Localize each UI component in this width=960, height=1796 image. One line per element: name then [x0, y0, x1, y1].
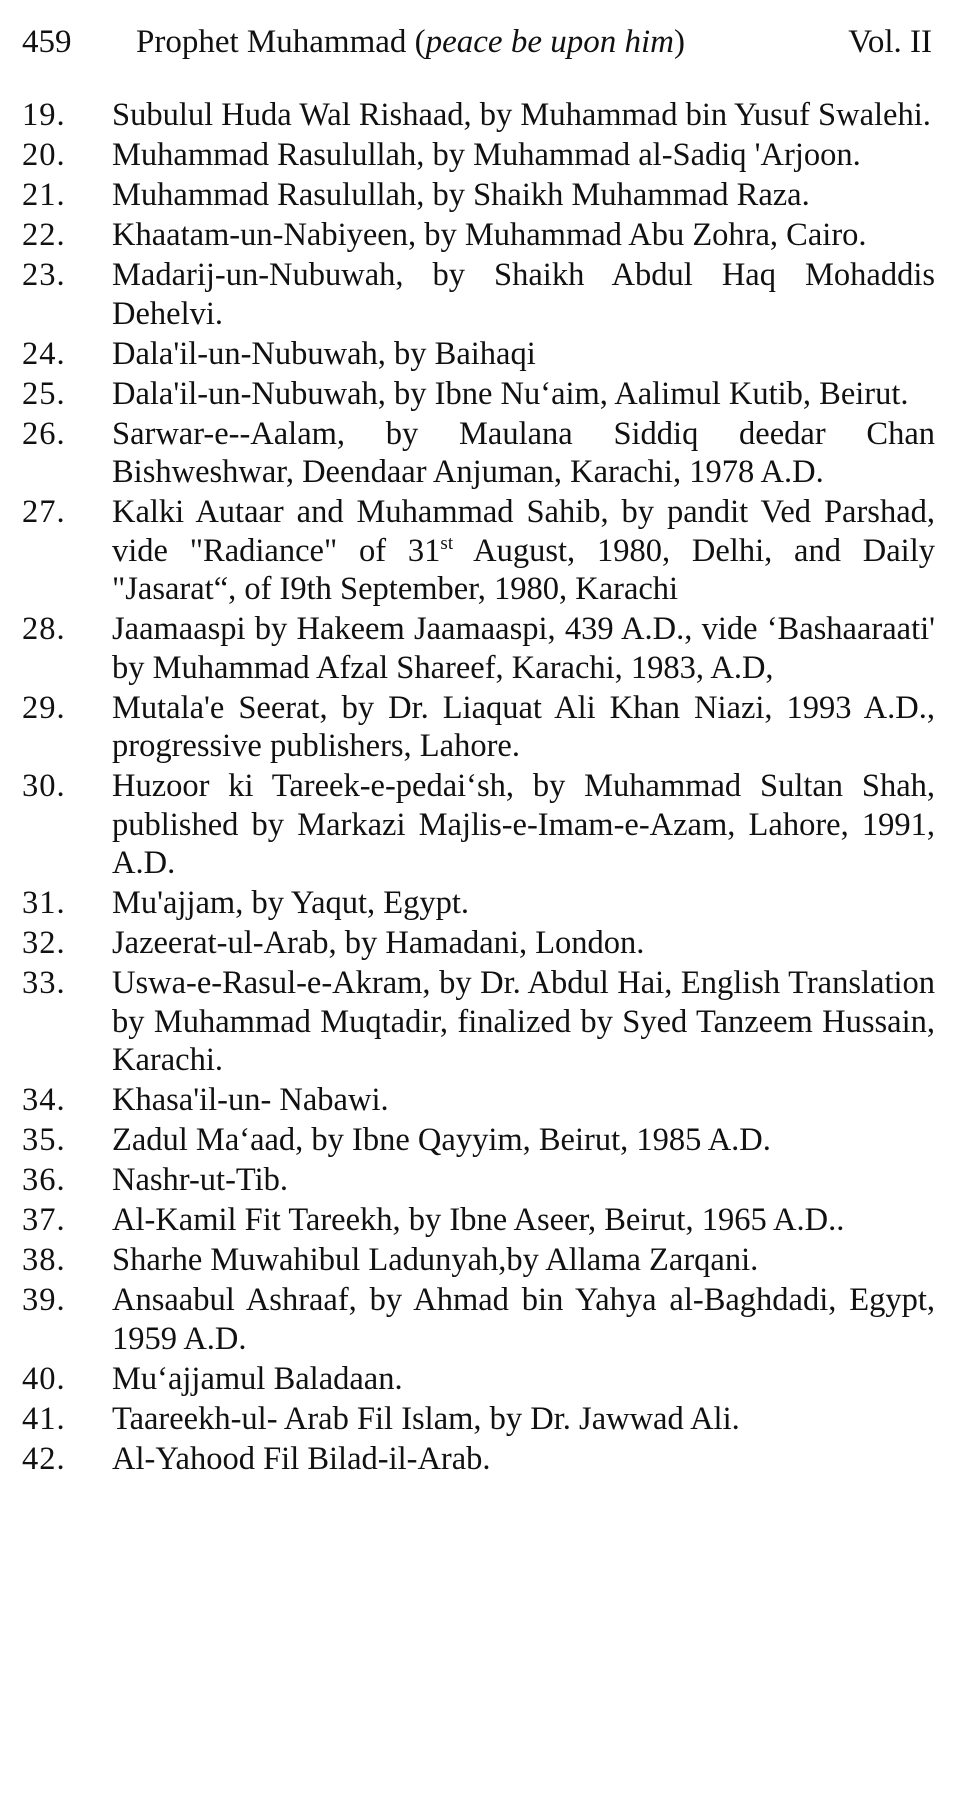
entry-number: 39.	[22, 1282, 66, 1318]
list-item	[22, 1161, 935, 1200]
list-item	[22, 1281, 935, 1358]
list-item	[22, 216, 935, 255]
entry-number: 28.	[22, 611, 66, 647]
list-item	[22, 964, 935, 1080]
list-item	[22, 884, 935, 923]
list-item	[22, 1360, 935, 1399]
entry-number: 27.	[22, 494, 66, 530]
entry-text: Huzoor ki Tareek-e-pedai‘sh, by Muhammad Sultan Shah, published by Markazi Majlis-e-Imam-e-Azam, Lahore, 1991, A.D.	[112, 768, 935, 881]
list-item	[22, 1081, 935, 1120]
entry-number: 29.	[22, 689, 66, 726]
list-item	[22, 335, 935, 374]
entry-number: 19.	[22, 97, 66, 133]
entry-text: Khasa'il-un- Nabawi.	[112, 1082, 389, 1118]
list-item	[22, 689, 935, 766]
entry-number: 31.	[22, 885, 66, 921]
volume-label: Vol. II	[848, 24, 932, 60]
entry-text: Madarij-un-Nubuwah, by Shaikh Abdul Haq Mohaddis Dehelvi.	[112, 257, 935, 332]
list-item	[22, 375, 935, 414]
list-item	[22, 767, 935, 883]
list-item	[22, 415, 935, 492]
entry-text: Al-Yahood Fil Bilad-il-Arab.	[112, 1440, 491, 1477]
entry-text: Al-Kamil Fit Tareekh, by Ibne Aseer, Beirut, 1965 A.D..	[112, 1202, 845, 1238]
page-header	[22, 16, 932, 68]
entry-text: Muhammad Rasulullah, by Muhammad al-Sadiq 'Arjoon.	[112, 137, 861, 173]
entry-text: Mu'ajjam, by Yaqut, Egypt.	[112, 885, 470, 921]
list-item	[22, 1241, 935, 1280]
entry-text: Sarwar-e--Aalam, by Maulana Siddiq deedar Chan Bishweshwar, Deendaar Anjuman, Karachi, 1978 A.D.	[112, 415, 935, 490]
entry-number: 24.	[22, 335, 66, 372]
entry-number: 38.	[22, 1242, 66, 1278]
entry-text: Mutala'e Seerat, by Dr. Liaquat Ali Khan Niazi, 1993 A.D., progressive publishers, Lahore.	[112, 689, 935, 764]
entry-number: 36.	[22, 1162, 66, 1198]
entry-text: Dala'il-un-Nubuwah, by Baihaqi	[112, 335, 536, 372]
list-item	[22, 610, 935, 687]
list-item	[22, 1121, 935, 1160]
entry-text: Ansaabul Ashraaf, by Ahmad bin Yahya al-Baghdadi, Egypt, 1959 A.D.	[112, 1282, 935, 1357]
entry-text: Zadul Ma‘aad, by Ibne Qayyim, Beirut, 1985 A.D.	[112, 1122, 771, 1158]
entry-text: Uswa-e-Rasul-e-Akram, by Dr. Abdul Hai, English Translation by Muhammad Muqtadir, finalized by Syed Tanzeem Hussain, Karachi.	[112, 965, 935, 1078]
entry-number: 21.	[22, 177, 66, 213]
entry-number: 42.	[22, 1440, 66, 1477]
running-title: Prophet Muhammad (peace be upon him)	[136, 24, 685, 60]
entry-text: Taareekh-ul- Arab Fil Islam, by Dr. Jawwad Ali.	[112, 1400, 740, 1437]
entry-text: Jaamaaspi by Hakeem Jaamaaspi, 439 A.D., vide ‘Bashaaraati' by Muhammad Afzal Shareef, Karachi, 1983, A.D,	[112, 611, 935, 686]
entry-text: Muhammad Rasulullah, by Shaikh Muhammad Raza.	[112, 177, 810, 213]
entry-number: 30.	[22, 768, 66, 804]
entry-text: Khaatam-un-Nabiyeen, by Muhammad Abu Zohra, Cairo.	[112, 217, 867, 253]
list-item	[22, 176, 935, 215]
entry-number: 40.	[22, 1360, 66, 1397]
title-italic: peace be upon him	[425, 24, 674, 60]
page-number: 459	[22, 24, 72, 60]
list-item	[22, 1201, 935, 1240]
entry-text: Jazeerat-ul-Arab, by Hamadani, London.	[112, 925, 645, 961]
list-item	[22, 256, 935, 333]
entry-number: 32.	[22, 925, 66, 961]
entry-text: Mu‘ajjamul Baladaan.	[112, 1360, 403, 1397]
list-item	[22, 924, 935, 963]
entry-text: Nashr-ut-Tib.	[112, 1162, 289, 1198]
entry-number: 34.	[22, 1082, 66, 1118]
list-item	[22, 1440, 935, 1479]
list-item	[22, 96, 935, 135]
entry-number: 22.	[22, 217, 66, 253]
entry-number: 26.	[22, 415, 66, 452]
entry-number: 25.	[22, 375, 66, 412]
list-item	[22, 1400, 935, 1439]
entry-number: 41.	[22, 1400, 66, 1437]
entry-number: 23.	[22, 257, 66, 293]
entry-number: 37.	[22, 1202, 66, 1238]
entry-number: 20.	[22, 137, 66, 173]
list-item	[22, 493, 935, 609]
entry-number: 35.	[22, 1122, 66, 1158]
entry-number: 33.	[22, 965, 66, 1001]
entry-text: Subulul Huda Wal Rishaad, by Muhammad bin Yusuf Swalehi.	[112, 97, 931, 133]
ordinal-superscript: st	[440, 532, 454, 554]
entry-text: Kalki Autaar and Muhammad Sahib, by pandit Ved Parshad, vide "Radiance" of 31st August, 1980, Delhi, and Daily "Jasarat“, of I9th September, 1980, Karachi	[112, 494, 935, 607]
bibliography-list	[22, 96, 935, 1480]
entry-text: Sharhe Muwahibul Ladunyah,by Allama Zarqani.	[112, 1242, 759, 1278]
entry-text: Dala'il-un-Nubuwah, by Ibne Nu‘aim, Aalimul Kutib, Beirut.	[112, 375, 909, 412]
list-item	[22, 136, 935, 175]
